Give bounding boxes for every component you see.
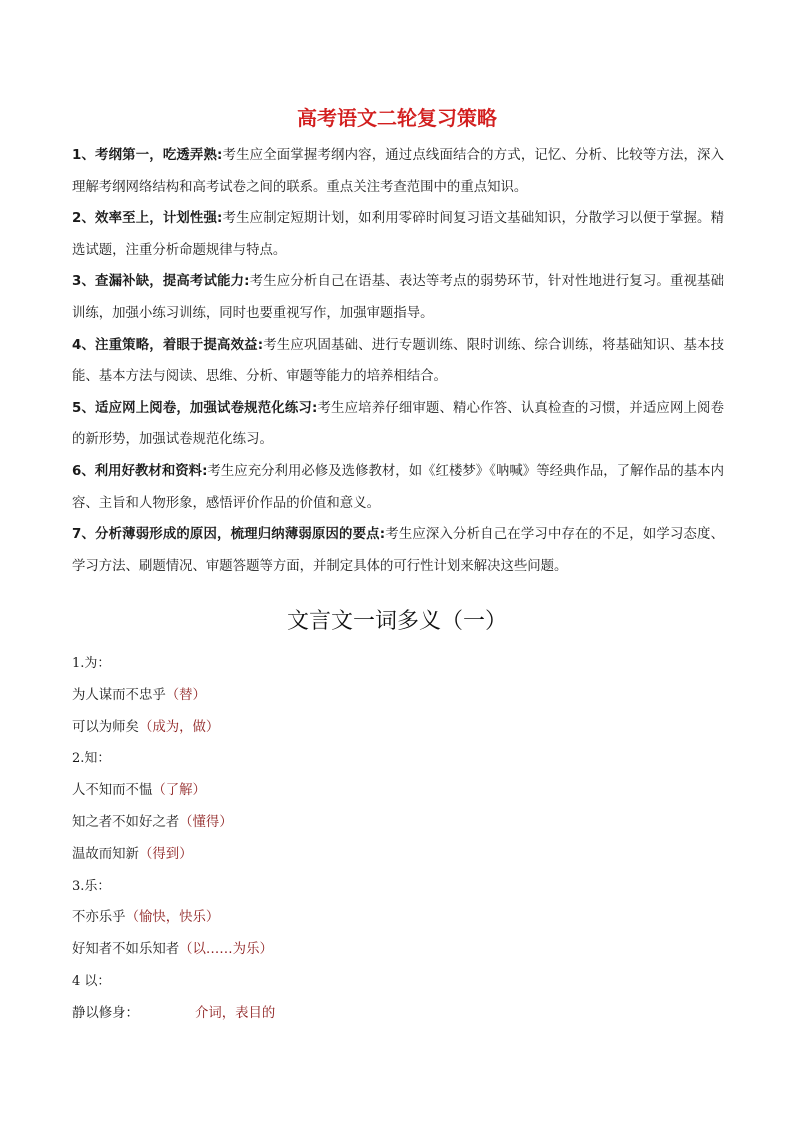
example-meaning: （愉快，快乐） [125,910,220,926]
example-sentence: 知之者不如好之者 [72,814,180,830]
strategy-item-heading: 6、利用好教材和资料: [72,463,208,479]
vocab-example [72,934,724,966]
strategy-item-heading: 7、分析薄弱形成的原因，梳理归纳薄弱原因的要点: [72,527,386,543]
example-sentence: 可以为师矣 [72,719,139,735]
vocab-list [72,648,724,1030]
example-sentence: 人不知而不愠 [72,783,153,799]
vocab-example [72,712,724,744]
vocab-heading-yi: 4 以： [72,973,111,989]
strategy-item-text: 考生应培养仔细审题、精心作答、认真检查的习惯，并适应网上阅卷的新形势，加强试卷规范化练习。 [72,400,725,448]
example-meaning: （替） [165,687,206,703]
strategy-item-text: 考生应全面掌握考纲内容，通过点线面结合的方式，记忆、分析、比较等方法，深入理解考纲网络结构和高考试卷之间的联系。重点关注考查范围中的重点知识。 [72,148,724,195]
example-meaning: （懂得） [179,814,233,830]
vocab-heading-le: 3.乐： [72,878,111,894]
strategy-item-4 [72,330,724,393]
strategy-list [72,140,724,582]
strategy-item-heading: 5、适应网上阅卷，加强试卷规范化练习: [72,400,318,416]
strategy-item-5 [72,393,724,456]
strategy-item-heading: 2、效率至上，计划性强: [72,211,223,227]
example-sentence: 为人谋而不忠乎 [72,687,166,703]
example-meaning: （得到） [138,846,193,862]
strategy-item-3 [72,266,724,329]
vocab-example [72,680,724,712]
strategy-item-text: 考生应制定短期计划，如利用零碎时间复习语文基础知识，分散学习以便于掌握。精选试题，注重分析命题规律与特点。 [72,211,724,258]
strategy-item-heading: 1、考纲第一，吃透弄熟: [72,148,223,163]
example-meaning: （以……为乐） [179,942,273,958]
example-sentence: 温故而知新 [72,846,139,862]
example-sentence: 好知者不如乐知者 [72,942,180,958]
vocab-example [72,775,724,807]
strategy-item-1 [72,140,724,203]
strategy-item-6 [72,456,724,519]
strategy-item-heading: 3、查漏补缺，提高考试能力: [72,274,250,290]
strategy-item-2 [72,203,724,266]
vocab-example [72,998,724,1030]
example-meaning: （了解） [152,783,206,799]
vocab-heading-zhi: 2.知： [72,751,111,767]
example-sentence: 静以修身： [72,1005,139,1021]
example-meaning: （成为，做） [138,719,220,735]
strategy-item-heading: 4、注重策略，着眼于提高效益: [72,337,264,353]
strategy-item-text: 考生应充分利用必修及选修教材，如《红楼梦》《呐喊》等经典作品，了解作品的基本内容、主旨和人物形象，感悟评价作品的价值和意义。 [72,463,724,511]
vocab-title: 文言文一词多义（一） [286,609,507,634]
vocab-example [72,902,724,934]
vocab-example [72,839,724,871]
strategy-item-text: 考生应分析自己在语基、表达等考点的弱势环节，针对性地进行复习。重视基础训练，加强小练习训练，同时也要重视写作，加强审题指导。 [72,274,725,321]
example-sentence: 不亦乐乎 [72,910,126,926]
example-meaning: 介词，表目的 [194,1005,276,1021]
strategy-item-7 [72,519,724,582]
strategy-item-text: 考生应深入分析自己在学习中存在的不足，如学习态度、学习方法、刷题情况、审题答题等方面，并制定具体的可行性计划来解决这些问题。 [72,527,725,574]
strategy-title: 高考语文二轮复习策略 [297,106,497,130]
strategy-item-text: 考生应巩固基础、进行专题训练、限时训练、综合训练，将基础知识、基本技能、基本方法与阅读、思维、分析、审题等能力的培养相结合。 [72,337,725,385]
vocab-example [72,807,724,839]
vocab-heading-wei: 1.为： [72,656,111,671]
